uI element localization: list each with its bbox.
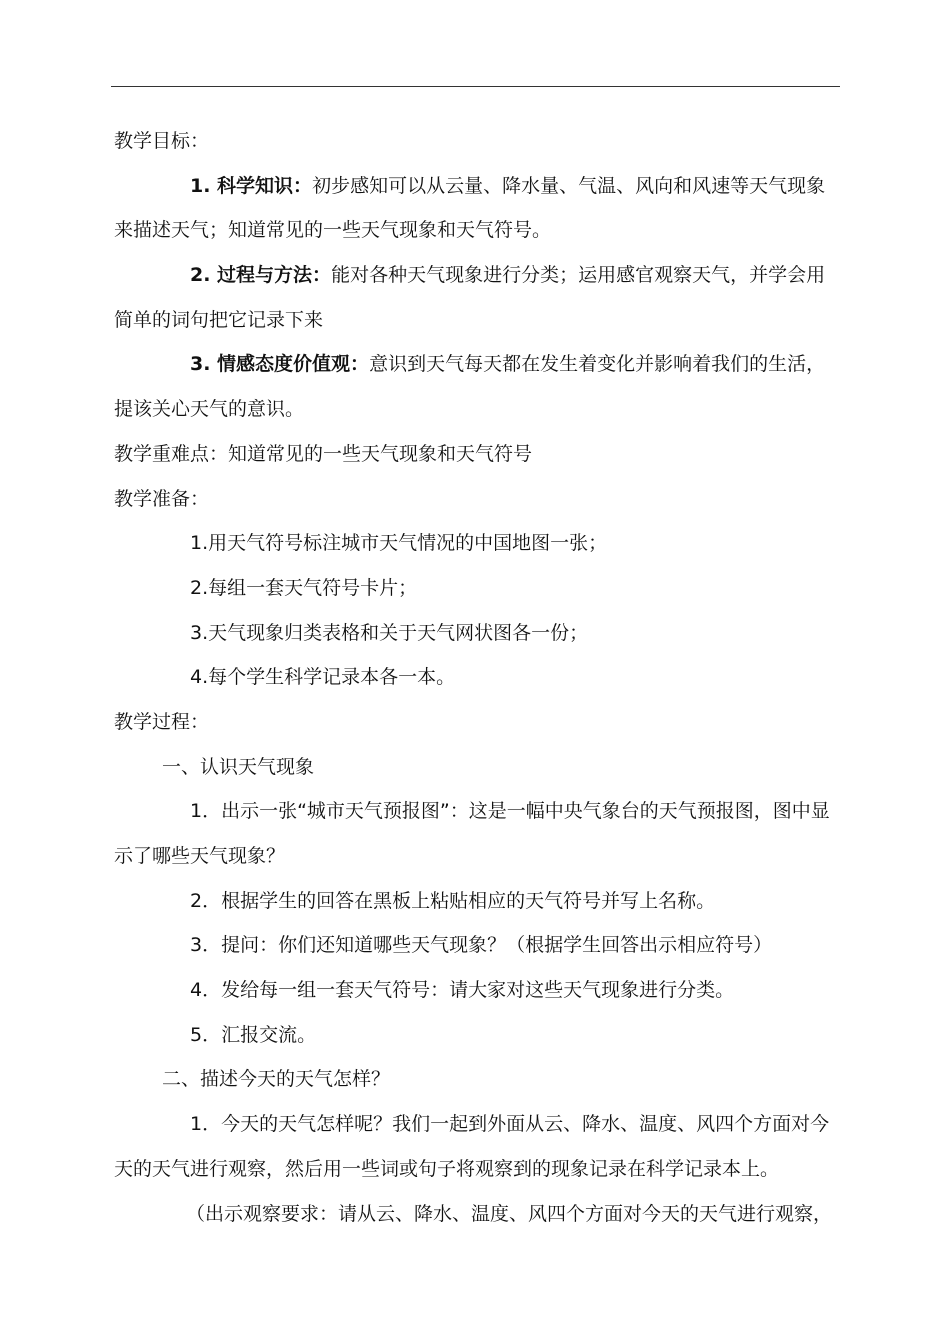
section-2-title: 二、描述今天的天气怎样？: [162, 1068, 391, 1091]
goal-2: [114, 253, 842, 298]
section-1-item-4: 4．发给每一组一套天气符号：请大家对这些天气现象进行分类。: [190, 979, 735, 1002]
section-1-item-1: 1．出示一张“城市天气预报图”：这是一幅中央气象台的天气预报图，图中显: [190, 800, 830, 823]
goal-1-text: 初步感知可以从云量、降水量、气温、风向和风速等天气现象: [312, 174, 826, 197]
section-1-item-5: 5．汇报交流。: [190, 1023, 317, 1046]
goal-3-label: 3. 情感态度价值观：: [190, 353, 370, 376]
section-2-item-1-continued: 天的天气进行观察，然后用一些词或句子将观察到的现象记录在科学记录本上。: [114, 1157, 780, 1180]
process-heading: 教学过程：: [114, 710, 210, 733]
section-1-item-1-continued: 示了哪些天气现象？: [114, 845, 286, 867]
prep-item: 4.每个学生科学记录本各一本。: [190, 666, 456, 689]
goal-2-text: 能对各种天气现象进行分类；运用感官观察天气，并学会用: [331, 264, 826, 287]
prep-item: 1.用天气符号标注城市天气情况的中国地图一张；: [190, 532, 608, 555]
document-body: [114, 119, 842, 1236]
goal-1-continued: 来描述天气；知道常见的一些天气现象和天气符号。: [114, 219, 552, 242]
prep-heading: 教学准备：: [114, 487, 210, 510]
goal-1-label: 1. 科学知识：: [190, 174, 313, 197]
section-2-note: （出示观察要求：请从云、降水、温度、风四个方面对今天的天气进行观察，: [186, 1202, 833, 1225]
goal-2-continued: 简单的词句把它记录下来: [114, 308, 324, 331]
section-1-item-2: 2．根据学生的回答在黑板上粘贴相应的天气符号并写上名称。: [190, 889, 716, 912]
section-1-title: 一、认识天气现象: [162, 755, 315, 778]
prep-item: 2.每组一套天气符号卡片；: [190, 576, 418, 599]
keypoints: 教学重难点：知道常见的一些天气现象和天气符号: [114, 442, 533, 465]
goal-3-text: 意识到天气每天都在发生着变化并影响着我们的生活，: [369, 353, 826, 376]
section-1-item-3: 3．提问：你们还知道哪些天气现象？（根据学生回答出示相应符号）: [190, 934, 773, 957]
header-rule: [111, 86, 840, 87]
section-2-item-1: 1．今天的天气怎样呢？我们一起到外面从云、降水、温度、风四个方面对今: [190, 1113, 830, 1136]
goal-3: [114, 342, 842, 387]
goal-3-continued: 提该关心天气的意识。: [114, 398, 305, 421]
prep-item: 3.天气现象归类表格和关于天气网状图各一份；: [190, 621, 589, 644]
goal-2-label: 2. 过程与方法：: [190, 264, 332, 287]
goal-1: [114, 164, 842, 209]
goals-heading: 教学目标：: [114, 130, 210, 152]
